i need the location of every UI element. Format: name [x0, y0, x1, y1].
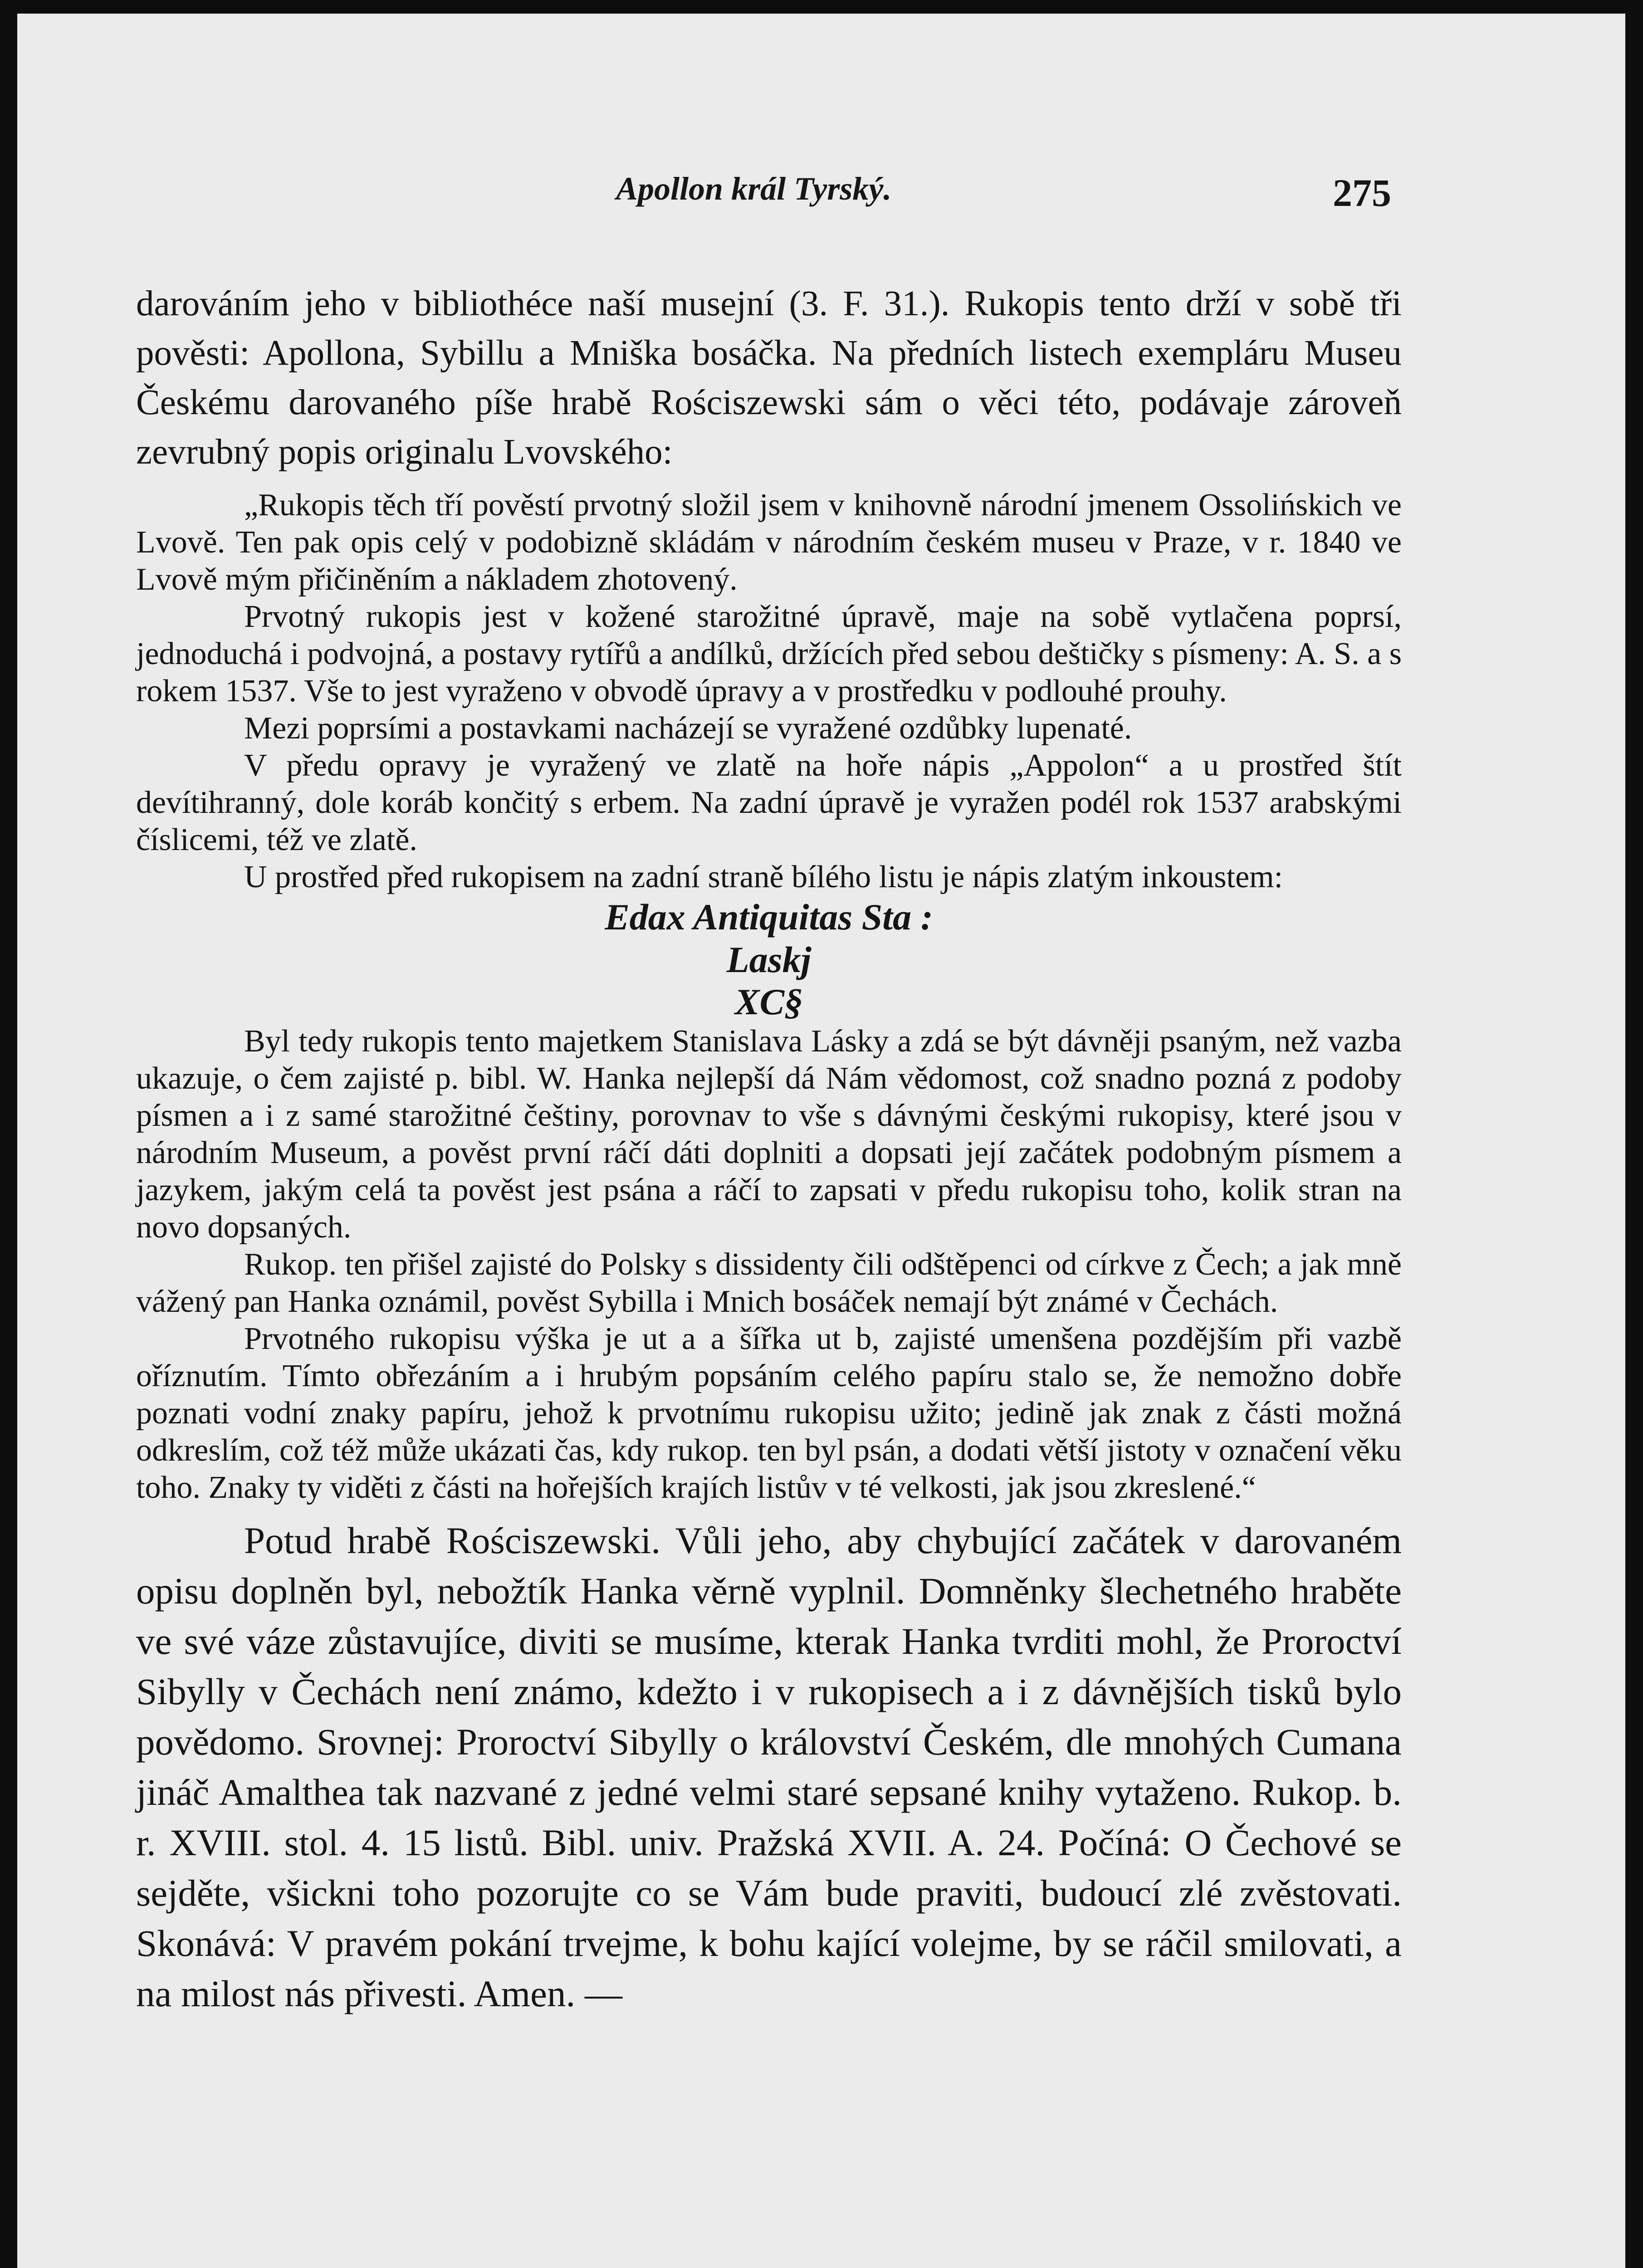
intro-paragraph: darováním jeho v bibliothéce naší musejní (3. F. 31.). Rukopis tento drží v sobě tři pověsti: Apollona, Sybillu a Mniška bosáčka. Na předních listech exempláru Museu Českému darovaného píše hrabě Rościszewski sám o věci této, podávaje zároveň zevrubný popis originalu Lvovského: [136, 284, 1402, 472]
quote-paragraph: U prostřed před rukopisem na zadní straně bílého listu je nápis zlatým inkoustem: [244, 860, 1283, 894]
page-header [17, 170, 1625, 225]
inscription-line: Edax Antiquitas Sta : [605, 896, 933, 938]
inscription-line: XC§ [734, 981, 803, 1022]
book-page [17, 14, 1625, 2268]
quote-paragraph: Prvotný rukopis jest v kožené starožitné úpravě, maje na sobě vytlačena poprsí, jednoduchá i podvojná, a postavy rytířů a andílků, držících před sebou deštičky s písmeny: A. S. a s rokem 1537. Vše to jest vyraženo v obvodě úpravy a v prostředku v podlouhé prouhy. [136, 599, 1402, 709]
quote-paragraph: „Rukopis těch tří pověstí prvotný složil jsem v knihovně národní jmenem Ossolińskich ve Lvově. Ten pak opis celý v podobizně skládám v národním českém museu v Praze, v r. 1840 ve Lvově mým přičiněním a nákladem zhotovený. [136, 488, 1402, 597]
quote-paragraph: V předu opravy je vyražený ve zlatě na hoře nápis „Appolon“ a u prostřed štít devítihranný, dole koráb končitý s erbem. Na zadní úpravě je vyražen podél rok 1537 arabskými číslicemi, též ve zlatě. [136, 748, 1402, 857]
running-title: Apollon král Tyrský. [616, 171, 892, 207]
quote-paragraph: Prvotného rukopisu výška je ut a a šířka ut b, zajisté umenšena pozdějším při vazbě oříznutím. Tímto obřezáním a i hrubým popsáním celého papíru stalo se, že nemožno dobře poznati vodní znaky papíru, jehož k prvotnímu rukopisu užito; jedině jak znak z části možná odkreslím, což též může ukázati čas, kdy rukop. ten byl psán, a dodati větší jistoty v označení věku toho. Znaky ty viděti z části na hořejších krajích listův v té velkosti, jak jsou zkreslené.“ [136, 1321, 1402, 1505]
closing-paragraph: Potud hrabě Rościszewski. Vůli jeho, aby chybující začátek v darovaném opisu doplněn byl, nebožtík Hanka věrně vyplnil. Domněnky šlechetného hraběte ve své váze zůstavujíce, diviti se musíme, kterak Hanka tvrditi mohl, že Proroctví Sibylly v Čechách není známo, kdežto i v rukopisech a i z dávnějších tisků bylo povědomo. Srovnej: Proroctví Sibylly o království Českém, dle mnohých Cumana jináč Amalthea tak nazvané z jedné velmi staré sepsané knihy vytaženo. Rukop. b. r. XVIII. stol. 4. 15 listů. Bibl. univ. Pražská XVII. A. 24. Počíná: O Čechové se sejděte, všickni toho pozorujte co se Vám bude praviti, budoucí zlé zvěstovati. Skonává: V pravém pokání trvejme, k bohu kající volejme, by se ráčil smilovati, a na milost nás přivesti. Amen. — [136, 1520, 1402, 2014]
quote-paragraph: Byl tedy rukopis tento majetkem Stanislava Lásky a zdá se být dávněji psaným, než vazba ukazuje, o čem zajisté p. bibl. W. Hanka nejlepší dá Nám vědomost, což snadno pozná z podoby písmen a i z samé starožitné češtiny, porovnav to vše s dávnými českými rukopisy, které jsou v národním Museum, a pověst první ráčí dáti doplniti a dopsati její začátek podobným písmem a jazykem, jakým celá ta pověst jest psána a ráčí to zapsati v předu rukopisu toho, kolik stran na novo dopsaných. [136, 1024, 1402, 1245]
inscription-line: Laskj [726, 939, 812, 980]
page-number: 275 [1333, 171, 1391, 215]
quote-paragraph: Rukop. ten přišel zajisté do Polsky s dissidenty čili odštěpenci od církve z Čech; a jak mně vážený pan Hanka oznámil, pověst Sybilla i Mnich bosáček nemají být známé v Čechách. [136, 1247, 1402, 1319]
body-text [136, 279, 1402, 2019]
quote-paragraph: Mezi poprsími a postavkami nacházejí se vyražené ozdůbky lupenaté. [244, 711, 1132, 746]
